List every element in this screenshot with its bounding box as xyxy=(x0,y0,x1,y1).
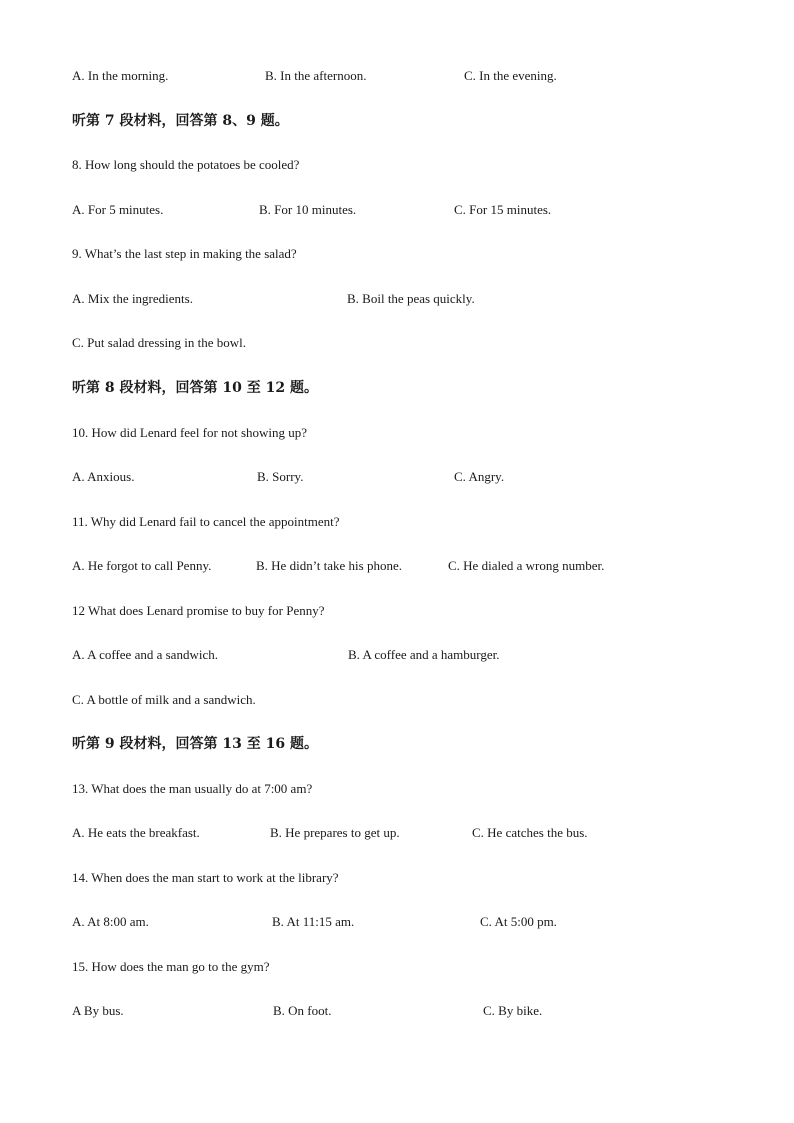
question-15: 15. How does the man go to the gym? xyxy=(72,959,270,974)
option-c: C. In the evening. xyxy=(464,68,557,83)
option-a: A. In the morning. xyxy=(72,68,169,83)
option-b: B. Boil the peas quickly. xyxy=(347,291,475,306)
option-c: C. At 5:00 pm. xyxy=(480,914,557,929)
option-c-q9: C. Put salad dressing in the bowl. xyxy=(72,335,247,350)
option-b: B. For 10 minutes. xyxy=(259,202,357,217)
option-a: A. Mix the ingredients. xyxy=(72,291,193,306)
option-a: A. He eats the breakfast. xyxy=(72,825,200,840)
option-b: B. Sorry. xyxy=(257,469,304,484)
option-a: A. He forgot to call Penny. xyxy=(72,558,212,573)
section-heading-7: 听第 7 段材料，回答第 8、9 题。 xyxy=(72,113,289,129)
option-c: C. He dialed a wrong number. xyxy=(448,558,605,573)
option-c: C. By bike. xyxy=(483,1003,543,1018)
section-heading-9: 听第 9 段材料，回答第 13 至 16 题。 xyxy=(72,736,318,752)
question-11: 11. Why did Lenard fail to cancel the appointment? xyxy=(72,514,340,529)
question-13: 13. What does the man usually do at 7:00 am? xyxy=(72,781,313,796)
option-a: A By bus. xyxy=(72,1003,124,1018)
question-12: 12 What does Lenard promise to buy for Penny? xyxy=(72,603,325,618)
option-a: A. At 8:00 am. xyxy=(72,914,149,929)
option-b: B. He didn’t take his phone. xyxy=(256,558,402,573)
question-14: 14. When does the man start to work at the library? xyxy=(72,870,339,885)
option-c: C. Angry. xyxy=(454,469,505,484)
question-9: 9. What’s the last step in making the salad? xyxy=(72,246,297,261)
section-heading-8: 听第 8 段材料，回答第 10 至 12 题。 xyxy=(72,380,318,396)
option-a: A. For 5 minutes. xyxy=(72,202,164,217)
option-b: B. He prepares to get up. xyxy=(270,825,400,840)
option-a: A. Anxious. xyxy=(72,469,135,484)
question-10: 10. How did Lenard feel for not showing up? xyxy=(72,425,308,440)
option-b: B. In the afternoon. xyxy=(265,68,367,83)
option-b: B. A coffee and a hamburger. xyxy=(348,647,500,662)
option-a: A. A coffee and a sandwich. xyxy=(72,647,218,662)
option-c-q12: C. A bottle of milk and a sandwich. xyxy=(72,692,256,707)
option-b: B. At 11:15 am. xyxy=(272,914,355,929)
option-c: C. For 15 minutes. xyxy=(454,202,552,217)
question-8: 8. How long should the potatoes be cooled? xyxy=(72,157,300,172)
option-c: C. He catches the bus. xyxy=(472,825,588,840)
option-b: B. On foot. xyxy=(273,1003,332,1018)
